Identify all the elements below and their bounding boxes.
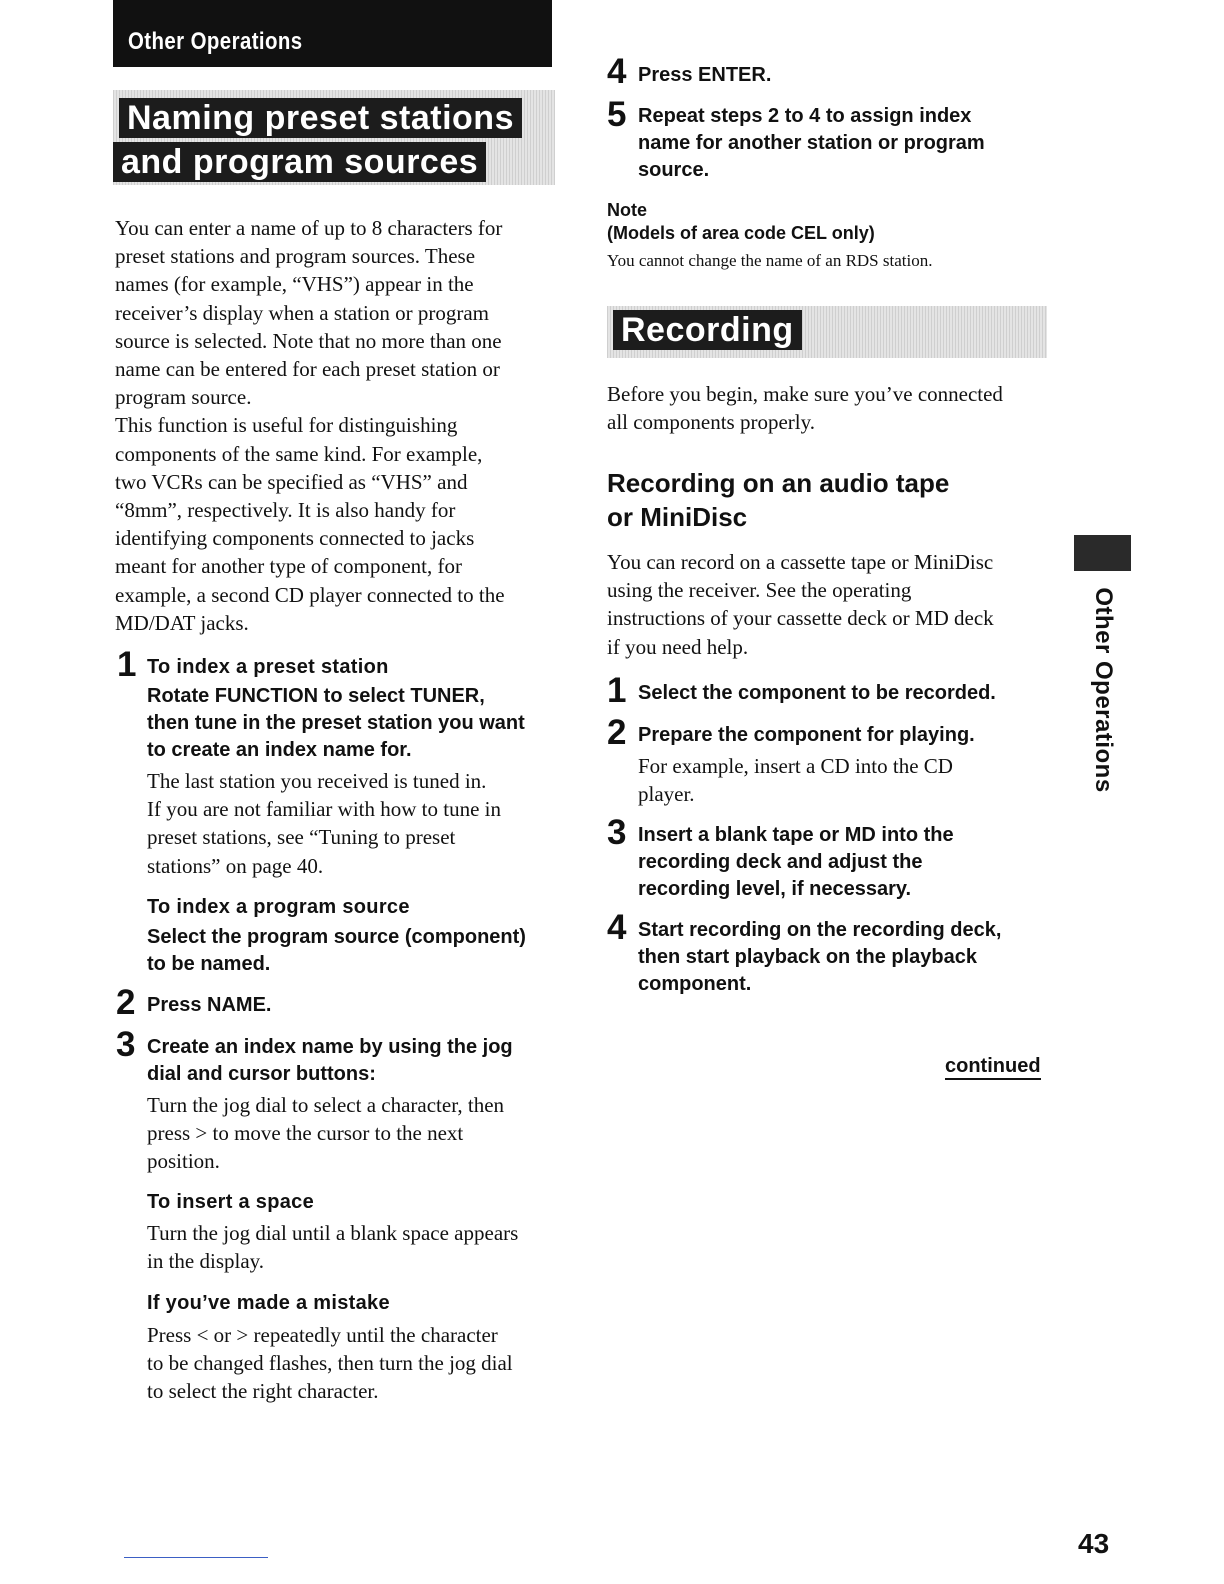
text-line: recording level, if necessary. [638, 878, 912, 900]
text-line: then start playback on the playback [638, 946, 977, 968]
text-line: using the receiver. See the operating [607, 578, 912, 603]
step-1-instruction-preset [147, 683, 567, 764]
rec-step-2-instruction: Prepare the component for playing. [638, 724, 975, 746]
text-line: Select the program source (component) [147, 926, 526, 948]
rec-step-1-instruction: Select the component to be recorded. [638, 682, 996, 704]
text-line: names (for example, “VHS”) appear in the [115, 272, 474, 297]
step-3-number: 3 [116, 1025, 136, 1064]
note-text: You cannot change the name of an RDS station. [607, 251, 933, 270]
text-line: Press < or > repeatedly until the character [147, 1323, 498, 1347]
recording-subtitle [607, 466, 1057, 534]
text-line: all components properly. [607, 410, 816, 435]
recording-title-text: Recording [613, 310, 802, 350]
text-line: If you are not familiar with how to tune in [147, 797, 501, 822]
text-line: dial and cursor buttons: [147, 1063, 376, 1085]
text-line: example, a second CD player connected to the [115, 582, 505, 607]
step-3-instruction [147, 1034, 567, 1088]
step-1-number: 1 [117, 645, 137, 684]
continued-label: continued [945, 1054, 1041, 1080]
side-tab-marker [1074, 535, 1131, 571]
footer-rule [124, 1557, 268, 1558]
text-line: Insert a blank tape or MD into the [638, 824, 954, 846]
text-line: Turn the jog dial until a blank space appears [147, 1221, 519, 1245]
text-line: The last station you received is tuned in. [147, 769, 487, 793]
rec-step-3-number: 3 [607, 813, 627, 852]
section-header-label: Other Operations [128, 28, 303, 55]
page-number: 43 [1078, 1528, 1110, 1559]
insert-space-subheading: To insert a space [147, 1191, 315, 1213]
section-title [113, 98, 555, 182]
text-line: then tune in the preset station you want [147, 712, 525, 734]
mistake-body [147, 1321, 567, 1406]
text-line: instructions of your cassette deck or MD deck [607, 606, 994, 631]
rec-step-2-number: 2 [607, 713, 627, 752]
recording-body [607, 548, 1057, 661]
side-tab-label: Other Operations [1090, 587, 1117, 793]
text-line: position. [147, 1149, 220, 1174]
step-4-instruction: Press ENTER. [638, 64, 772, 86]
text-line: This function is useful for distinguishing [115, 413, 458, 438]
text-line: or MiniDisc [607, 502, 748, 532]
text-line: press > to move the cursor to the next [147, 1121, 464, 1146]
text-line: preset stations, see “Tuning to preset [147, 825, 456, 850]
recording-title [613, 310, 802, 350]
rec-step-4-instruction [638, 917, 1058, 998]
text-line: if you need help. [607, 634, 749, 659]
recording-intro [607, 380, 1057, 436]
text-line: components of the same kind. For example, [115, 441, 483, 466]
text-line: You can enter a name of up to 8 characters for [115, 216, 503, 240]
text-line: to be named. [147, 953, 271, 975]
step-2-number: 2 [116, 983, 136, 1022]
mistake-subheading: If you’ve made a mistake [147, 1292, 390, 1314]
text-line: recording deck and adjust the [638, 851, 923, 873]
text-line: in the display. [147, 1249, 265, 1274]
text-line: Repeat steps 2 to 4 to assign index [638, 105, 972, 127]
text-line: to select the right character. [147, 1379, 379, 1404]
text-line: Turn the jog dial to select a character, then [147, 1093, 505, 1117]
step-5-number: 5 [607, 95, 627, 134]
text-line: to be changed flashes, then turn the jog dial [147, 1351, 513, 1376]
text-line: source is selected. Note that no more than one [115, 328, 502, 353]
text-line: MD/DAT jacks. [115, 610, 249, 635]
text-line: player. [638, 782, 695, 807]
text-line: You can record on a cassette tape or MiniDisc [607, 550, 994, 574]
section-header-bar [113, 0, 552, 67]
text-line: preset stations and program sources. These [115, 244, 476, 269]
step-1-instruction-source [147, 924, 567, 978]
step-1-subheading-source: To index a program source [147, 896, 410, 918]
text-line: name for another station or program [638, 132, 985, 154]
text-line: two VCRs can be specified as “VHS” and [115, 469, 468, 494]
text-line: Before you begin, make sure you’ve connected [607, 382, 1003, 406]
text-line: component. [638, 973, 752, 995]
note-models: (Models of area code CEL only) [607, 223, 875, 243]
title-line-1: Naming preset stations [119, 98, 522, 138]
text-line: stations” on page 40. [147, 853, 324, 878]
rec-step-1-number: 1 [607, 671, 627, 710]
note-label: Note [607, 200, 647, 220]
intro-paragraph [115, 214, 565, 637]
text-line: source. [638, 159, 710, 181]
step-5-instruction [638, 103, 1058, 184]
step-4-number: 4 [607, 52, 627, 91]
text-line: program source. [115, 385, 252, 410]
insert-space-body [147, 1219, 567, 1275]
text-line: Rotate FUNCTION to select TUNER, [147, 685, 485, 707]
text-line: to create an index name for. [147, 739, 412, 761]
text-line: receiver’s display when a station or program [115, 300, 489, 325]
text-line: identifying components connected to jacks [115, 526, 475, 551]
text-line: name can be entered for each preset station or [115, 357, 500, 382]
text-line: Start recording on the recording deck, [638, 919, 1002, 941]
step-3-body [147, 1091, 567, 1176]
step-1-body-preset [147, 767, 567, 880]
text-line: Recording on an audio tape [607, 468, 950, 498]
rec-step-4-number: 4 [607, 908, 627, 947]
text-line: “8mm”, respectively. It is also handy for [115, 498, 456, 523]
text-line: For example, insert a CD into the CD [638, 754, 953, 778]
rec-step-2-body [638, 752, 1058, 808]
text-line: Create an index name by using the jog [147, 1036, 513, 1058]
text-line: meant for another type of component, for [115, 554, 462, 579]
rec-step-3-instruction [638, 822, 1058, 903]
step-2-instruction: Press NAME. [147, 994, 272, 1016]
title-line-2: and program sources [113, 142, 486, 182]
step-1-subheading-preset: To index a preset station [147, 656, 389, 678]
